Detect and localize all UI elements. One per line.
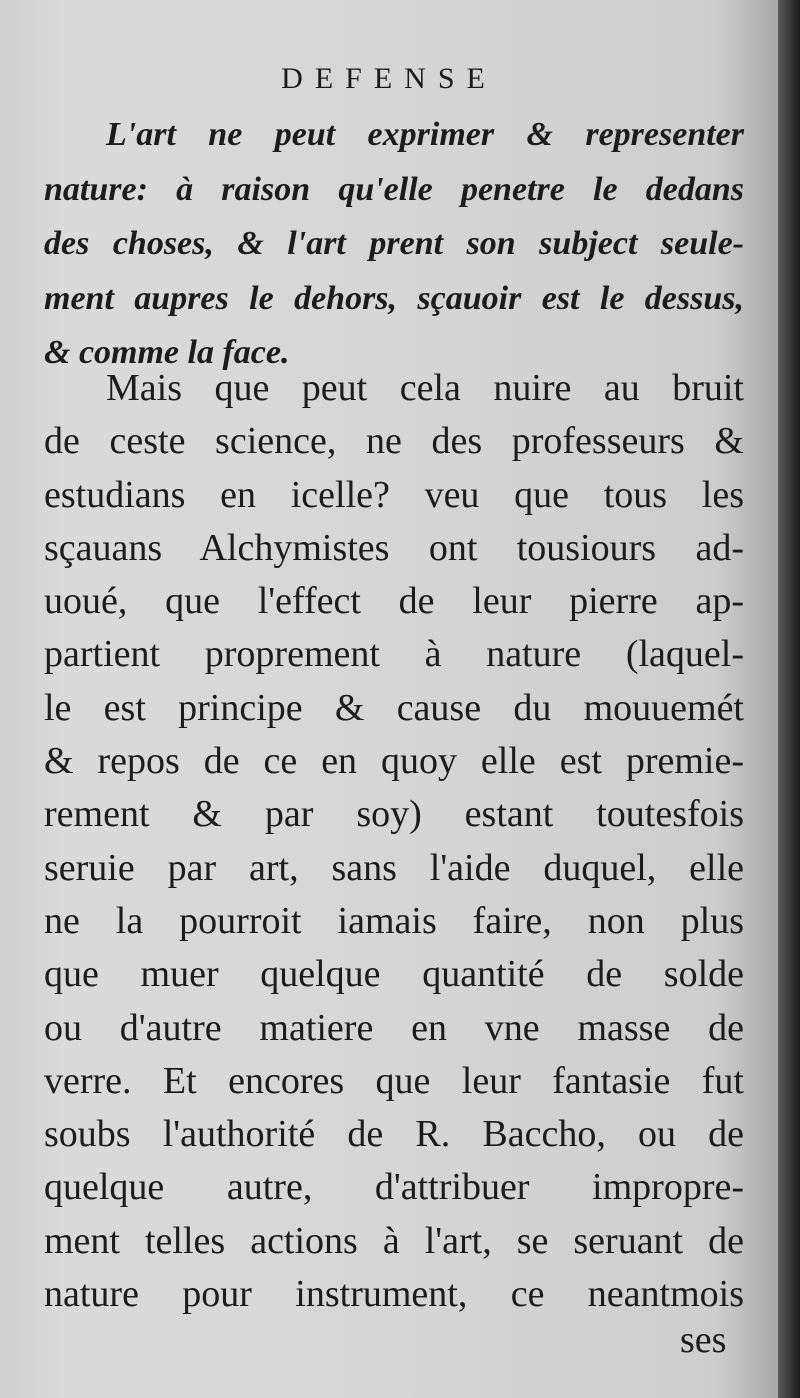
roman-paragraph [44,362,744,1321]
text-line: ou d'autre matiere en vne masse de [44,1006,744,1049]
text-line: nature: à raison qu'elle penetre le dedans [44,170,744,208]
text-line: rement & par soy) estant toutesfois [44,793,744,836]
text-line: Mais que peut cela nuire au bruit [106,367,744,409]
text-line: des choses, & l'art prent son subject seule- [44,225,744,262]
text-line: de ceste science, ne des professeurs & [44,420,744,463]
text-line: soubs l'authorité de R. Baccho, ou de [44,1113,744,1156]
text-line: L'art ne peut exprimer & representer [106,116,744,153]
text-line: seruie par art, sans l'aide duquel, elle [44,846,744,889]
text-line: ment telles actions à l'art, se seruant de [44,1219,744,1262]
text-line: quelque autre, d'attribuer impropre- [44,1166,744,1209]
text-line: & repos de ce en quoy elle est premie- [44,740,744,783]
catchword: ses [680,1319,727,1361]
running-head: DEFENSE [281,62,497,95]
text-line: nature pour instrument, ce neantmois [44,1273,744,1316]
text-line: sçauans Alchymistes ont tousiours ad- [44,526,744,569]
text-line: ne la pourroit iamais faire, non plus [44,899,744,942]
italic-paragraph [44,108,744,381]
text-line: partient proprement à nature (laquel- [44,633,744,676]
text-line: estudians en icelle? veu que tous les [44,473,744,516]
text-line: uoué, que l'effect de leur pierre ap- [44,580,744,623]
page-edge-shadow [778,0,800,1398]
text-line: verre. Et encores que leur fantasie fut [44,1059,744,1102]
text-line: le est principe & cause du mouuemét [44,686,744,729]
text-line: que muer quelque quantité de solde [44,953,744,996]
text-line: ment aupres le dehors, sçauoir est le dessus, [44,279,744,317]
text-line: & comme la face. [44,334,290,371]
